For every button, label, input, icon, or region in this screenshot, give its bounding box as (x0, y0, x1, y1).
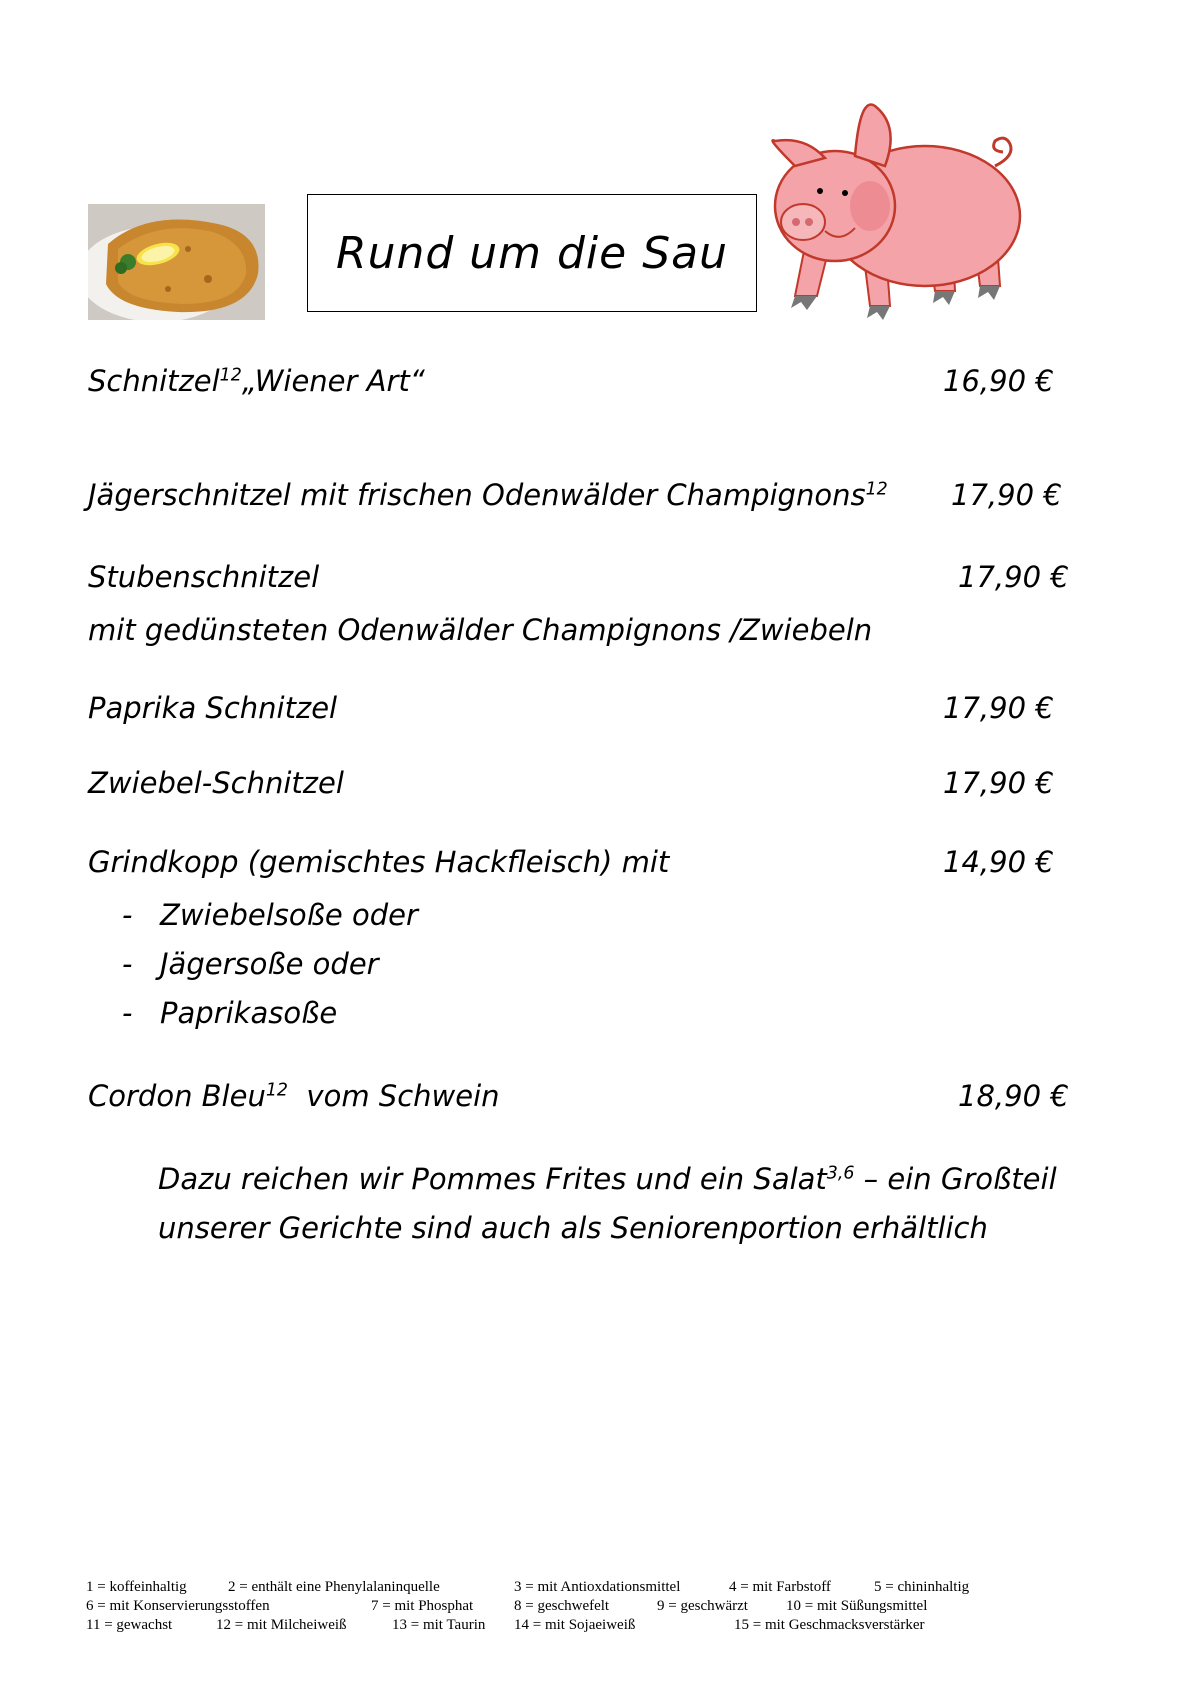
menu-item-price: 17,90 € (951, 478, 1062, 512)
menu-item-description: mit gedünsteten Odenwälder Champignons /Zwiebeln (88, 613, 873, 647)
footnote: 15 = mit Geschmacksverstärker (734, 1617, 925, 1633)
menu-title-box (307, 194, 757, 312)
menu-item-name: Cordon Bleu$^{12}$ vom Schwein (88, 1079, 500, 1113)
menu-item-name: Stubenschnitzel (88, 560, 320, 594)
menu-item-name: Schnitzel$^{12}$„Wiener Art“ (88, 364, 425, 398)
additive-footnotes (86, 1578, 1116, 1635)
schnitzel-photo (88, 204, 265, 320)
menu-item-name: Paprika Schnitzel (88, 691, 338, 725)
footnote: 7 = mit Phosphat (371, 1598, 474, 1614)
menu-item-price: 17,90 € (943, 766, 1054, 800)
menu-item-name: Grindkopp (gemischtes Hackfleisch) mit (88, 845, 670, 879)
menu-item-price: 18,90 € (958, 1079, 1069, 1113)
menu-item-price: 17,90 € (958, 560, 1069, 594)
footnote: 6 = mit Konservierungsstoffen (86, 1598, 270, 1614)
footnote: 3 = mit Antioxdationsmittel (514, 1579, 681, 1595)
menu-item-price: 16,90 € (943, 364, 1054, 398)
footnote: 5 = chininhaltig (874, 1579, 970, 1595)
menu-title: Rund um die Sau (336, 227, 728, 279)
footnote: 13 = mit Taurin (392, 1617, 486, 1633)
footnote: 14 = mit Sojaeiweiß (514, 1617, 636, 1633)
senior-portion-note: unserer Gerichte sind auch als Seniorenportion erhältlich (158, 1211, 988, 1245)
sauce-option: - Jägersoße oder (122, 947, 379, 981)
footnote: 10 = mit Süßungsmittel (786, 1598, 928, 1614)
sauce-option: - Zwiebelsoße oder (122, 898, 418, 932)
menu-item-name: Zwiebel-Schnitzel (88, 766, 344, 800)
footnote: 1 = koffeinhaltig (86, 1579, 187, 1595)
menu-item-price: 17,90 € (943, 691, 1054, 725)
footnote: 8 = geschwefelt (514, 1598, 610, 1614)
menu-item-price: 14,90 € (943, 845, 1054, 879)
footnote: 11 = gewachst (86, 1617, 173, 1633)
sauce-option: - Paprikasoße (122, 996, 338, 1030)
footnote: 2 = enthält eine Phenylalaninquelle (228, 1579, 440, 1595)
menu-item-name: Jägerschnitzel mit frischen Odenwälder Champignons$^{12}$ (88, 478, 888, 512)
pig-illustration (765, 96, 1035, 326)
footnote: 9 = geschwärzt (657, 1598, 748, 1614)
side-dish-note: Dazu reichen wir Pommes Frites und ein Salat$^{3,6}$ – ein Großteil (158, 1162, 1057, 1196)
footnote: 4 = mit Farbstoff (729, 1579, 831, 1595)
footnote: 12 = mit Milcheiweiß (216, 1617, 347, 1633)
